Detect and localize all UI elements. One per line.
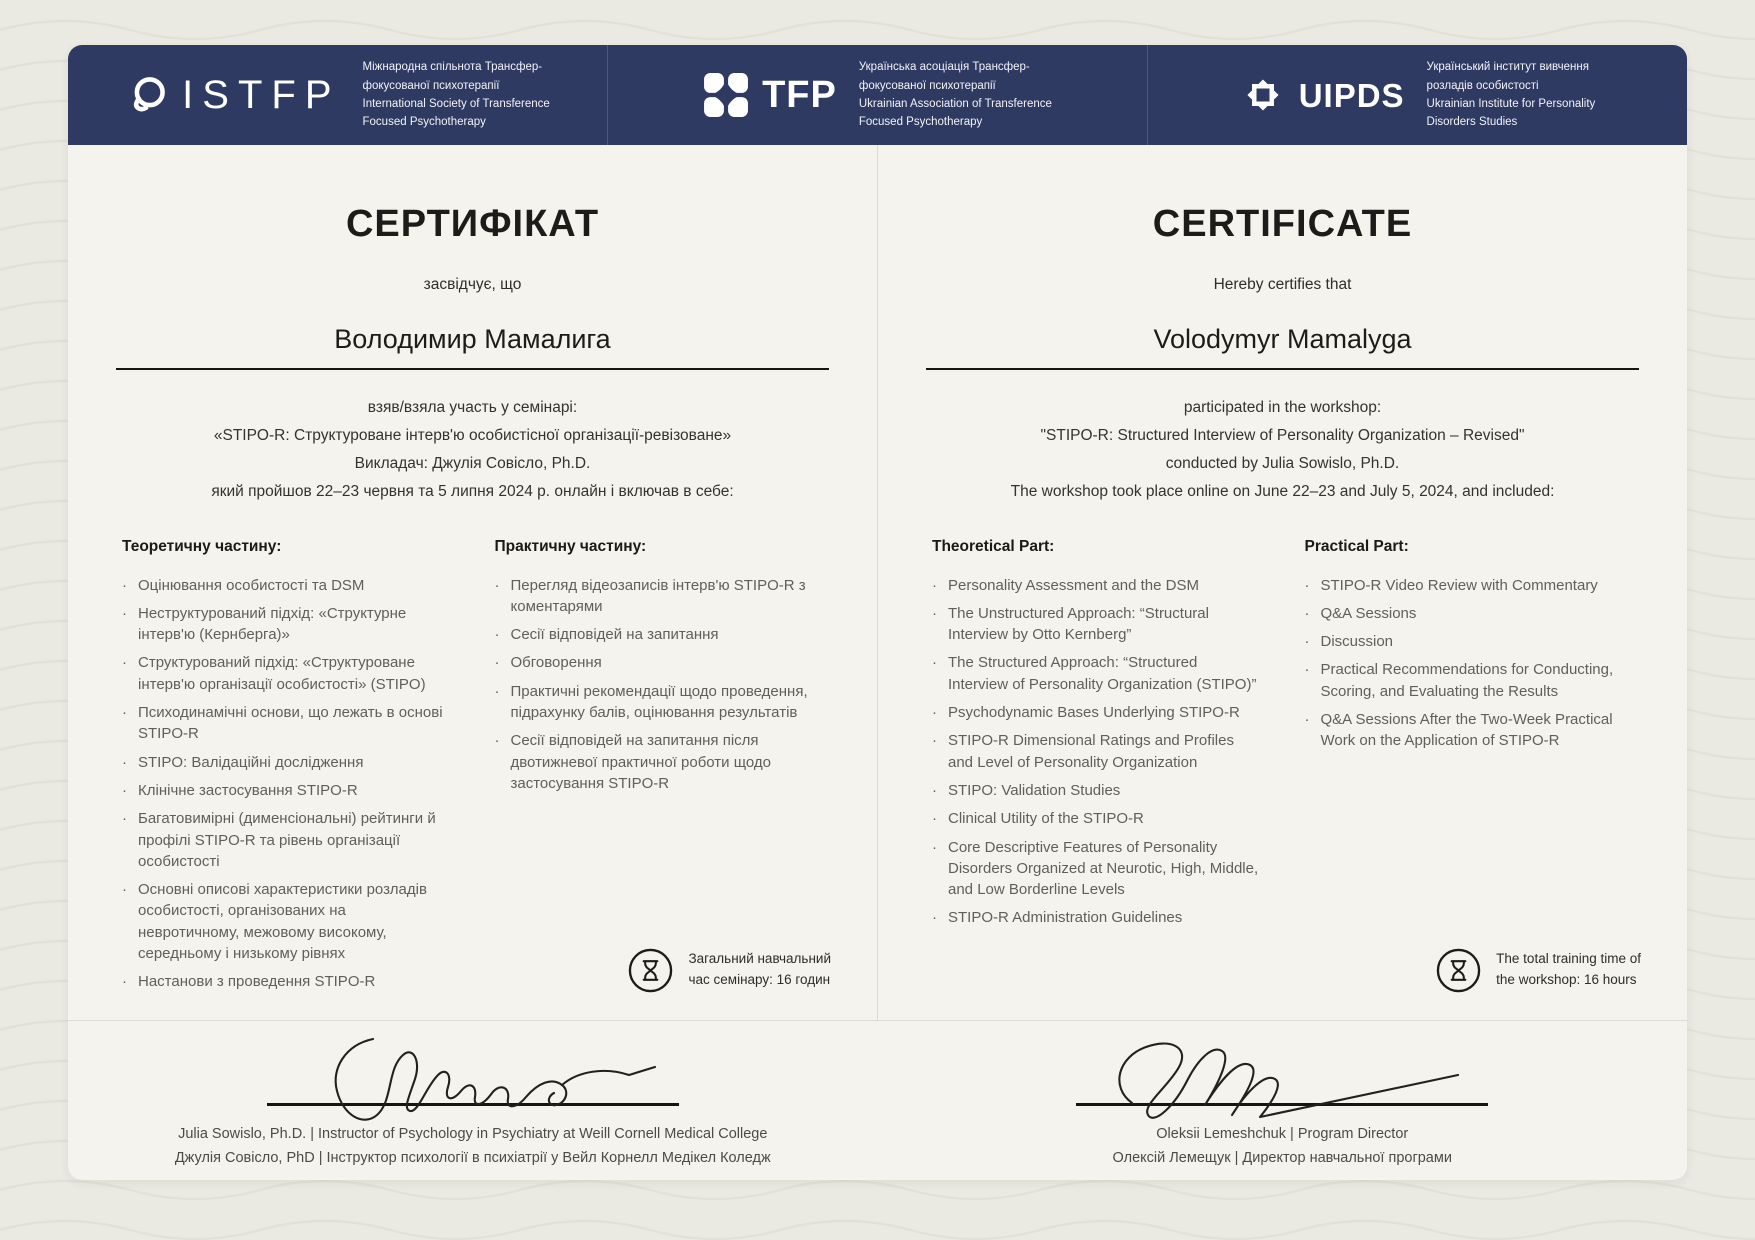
signature-art-right: [1062, 1029, 1502, 1121]
star-pinwheel-icon: [703, 72, 749, 118]
theoretical-section-en: [932, 538, 1261, 936]
starburst-icon: [1240, 72, 1286, 118]
list-item: [932, 730, 1261, 773]
list-item-text: Обговорення: [510, 654, 602, 672]
list-item: [932, 652, 1261, 695]
list-item-text: Сесії відповідей на запитання після двотижневої практичної роботи щодо застосування STIPO-R: [510, 732, 772, 792]
bullet-dot: ·: [122, 881, 127, 899]
certificate-column-uk: [68, 145, 877, 1020]
list-item: [495, 730, 824, 794]
text-line: Ukrainian Association of Transference: [858, 98, 1052, 110]
bullet-dot: ·: [932, 604, 937, 622]
text-line: фокусованої психотерапії: [858, 79, 996, 92]
bullet-dot: ·: [1304, 604, 1310, 622]
bullet-dot: ·: [1304, 711, 1310, 729]
practical-title-uk: Практичну частину:: [494, 537, 647, 555]
text-line: «STIPO-R: Структуроване інтерв'ю особистісної організації-ревізоване»: [213, 426, 732, 444]
list-item: [122, 652, 451, 695]
content-lists-en: [922, 538, 1643, 936]
signature-squiggle: [1062, 1029, 1502, 1121]
istfp-logo: [125, 73, 340, 117]
text-line: International Society of Transference: [362, 98, 550, 110]
list-item-text: Сесії відповідей на запитання: [510, 626, 719, 644]
text-line: "STIPO-R: Structured Interview of Personality Organization – Revised": [1040, 426, 1525, 444]
org-block-tfp: [607, 45, 1147, 145]
list-item: [122, 808, 451, 872]
signature-squiggle: [253, 1029, 693, 1121]
signature-art-left: [253, 1029, 693, 1121]
text-line: The total training time of: [1496, 951, 1641, 967]
istfp-description: [363, 58, 550, 132]
certificate-body: [68, 145, 1687, 1020]
text-line: взяв/взяла участь у семінарі:: [367, 399, 578, 416]
list-item-text: Discussion: [1320, 633, 1394, 651]
list-item: [122, 575, 451, 596]
uipds-description: [1427, 58, 1596, 132]
list-item: [122, 752, 451, 773]
text-line: час семінару: 16 годин: [688, 972, 831, 988]
text-line: фокусованої психотерапії: [362, 79, 500, 92]
list-item: [495, 681, 824, 724]
duration-text-en: [1496, 949, 1641, 991]
list-item-text: Clinical Utility of the STIPO-R: [948, 810, 1144, 828]
intro-paragraph-uk: [112, 394, 833, 506]
text-line: participated in the workshop:: [1183, 399, 1382, 416]
bullet-dot: ·: [1304, 661, 1310, 679]
list-item-text: The Unstructured Approach: “Structural Interview by Otto Kernberg”: [948, 604, 1209, 644]
head-profile-icon: [125, 73, 169, 117]
bullet-dot: ·: [122, 704, 127, 722]
subtitle-en: Hereby certifies that: [1213, 276, 1352, 293]
text-line: Міжнародна спільнота Трансфер-: [362, 61, 543, 74]
intro-paragraph-en: [922, 394, 1643, 506]
recipient-name-uk: Володимир Мамалига: [116, 324, 830, 370]
duration-badge-en: [1435, 947, 1641, 994]
text-line: Олексій Лемещук | Директор навчальної програми: [1112, 1149, 1452, 1166]
list-item: [1305, 631, 1634, 652]
bullet-dot: ·: [122, 753, 127, 771]
subtitle-uk: засвідчує, що: [423, 276, 522, 293]
list-item-text: Структурований підхід: «Структуроване інтерв'ю організації особистості» (STIPO): [138, 654, 426, 693]
bullet-dot: ·: [932, 732, 937, 750]
text-line: Загальний навчальний: [688, 951, 831, 967]
recipient-name-en: Volodymyr Mamalyga: [926, 324, 1640, 370]
tfp-description: [859, 58, 1052, 132]
text-line: який пройшов 22–23 червня та 5 липня 2024 р. онлайн і включав в себе:: [211, 482, 734, 500]
list-item: [1305, 603, 1634, 624]
bullet-dot: ·: [122, 654, 127, 672]
practical-section-uk: [495, 538, 824, 1000]
bullet-dot: ·: [494, 732, 500, 750]
signature-block-right: [878, 1021, 1688, 1180]
org-block-istfp: [68, 45, 607, 145]
signature-block-left: [68, 1021, 878, 1180]
list-item: [932, 575, 1261, 596]
list-item-text: STIPO: Validation Studies: [948, 781, 1121, 799]
list-item-text: Q&A Sessions: [1320, 604, 1417, 622]
list-item-text: STIPO-R Administration Guidelines: [948, 909, 1183, 927]
practical-title-en: Practical Part:: [1304, 537, 1409, 555]
hourglass-icon: [1435, 947, 1482, 994]
list-item-text: Психодинамічні основи, що лежать в основі STIPO-R: [138, 704, 443, 743]
practical-list-en: [1305, 575, 1634, 752]
list-item-text: STIPO-R Dimensional Ratings and Profiles and Level of Personality Organization: [948, 732, 1234, 771]
list-item-text: STIPO-R Video Review with Commentary: [1320, 576, 1598, 594]
text-line: Julia Sowislo, Ph.D. | Instructor of Psychology in Psychiatry at Weill Cornell Medical College: [178, 1125, 768, 1142]
content-lists-uk: [112, 538, 833, 1000]
list-item: [122, 603, 451, 646]
text-line: Українська асоціація Трансфер-: [858, 61, 1030, 74]
bullet-dot: ·: [932, 781, 937, 799]
theoretical-list-uk: [122, 575, 451, 993]
signature-caption-left: [175, 1122, 771, 1171]
bullet-dot: ·: [932, 838, 937, 856]
text-line: Викладач: Джулія Совісло, Ph.D.: [354, 454, 591, 472]
list-item: [932, 837, 1261, 901]
page-title-en: CERTIFICATE: [1152, 203, 1413, 245]
bullet-dot: ·: [122, 604, 127, 622]
bullet-dot: ·: [1304, 633, 1310, 651]
text-line: Український інститут вивчення: [1426, 61, 1589, 74]
list-item-text: Неструктурований підхід: «Структурне інтерв'ю (Кернберга)»: [138, 604, 407, 644]
list-item: [1305, 575, 1634, 596]
practical-section-en: [1305, 538, 1634, 936]
page-title-uk: СЕРТИФІКАТ: [345, 203, 600, 245]
list-item: [1305, 659, 1634, 702]
text-line: the workshop: 16 hours: [1496, 972, 1637, 988]
text-line: Focused Psychotherapy: [858, 116, 983, 129]
list-item-text: Перегляд відеозаписів інтерв'ю STIPO-R з коментарями: [510, 576, 806, 615]
list-item: [932, 907, 1261, 928]
list-item-text: Personality Assessment and the DSM: [948, 576, 1199, 594]
list-item: [122, 780, 451, 801]
theoretical-title-uk: Теоретичну частину:: [122, 537, 282, 555]
text-line: Ukrainian Institute for Personality: [1426, 98, 1596, 110]
list-item: [932, 808, 1261, 829]
istfp-wordmark: ISTFP: [182, 73, 341, 117]
list-item: [1305, 709, 1634, 752]
list-item-text: Основні описові характеристики розладів особистості, організованих на невротичному, межовому високому, середньому і низькому рівнях: [138, 881, 427, 963]
uipds-wordmark: UIPDS: [1298, 76, 1405, 114]
logo-header-bar: [68, 45, 1687, 145]
bullet-dot: ·: [1304, 576, 1310, 594]
bullet-dot: ·: [932, 810, 937, 828]
list-item-text: STIPO: Валідаційні дослідження: [138, 753, 364, 771]
bullet-dot: ·: [122, 810, 127, 828]
list-item: [495, 575, 824, 618]
list-item-text: Оцінювання особистості та DSM: [138, 576, 365, 594]
bullet-dot: ·: [494, 576, 500, 594]
list-item: [122, 702, 451, 745]
text-line: Focused Psychotherapy: [362, 116, 486, 129]
list-item: [495, 652, 824, 673]
bullet-dot: ·: [494, 626, 500, 644]
text-line: Джулія Совісло, PhD | Інструктор психології в психіатрії у Вейл Корнелл Медікел Коледж: [174, 1149, 771, 1166]
bullet-dot: ·: [122, 576, 127, 594]
list-item-text: Клінічне застосування STIPO-R: [138, 781, 358, 799]
duration-text-uk: [688, 949, 831, 991]
practical-list-uk: [495, 575, 824, 795]
list-item: [122, 971, 451, 992]
certificate-card: [68, 45, 1687, 1180]
bullet-dot: ·: [122, 781, 127, 799]
list-item: [495, 624, 824, 645]
tfp-logo: [703, 72, 837, 118]
bullet-dot: ·: [932, 654, 937, 672]
list-item-text: Psychodynamic Bases Underlying STIPO-R: [948, 704, 1240, 722]
signature-caption-right: [1113, 1122, 1452, 1171]
signature-footer: [68, 1020, 1687, 1180]
theoretical-section-uk: [122, 538, 451, 1000]
list-item-text: Core Descriptive Features of Personality Disorders Organized at Neurotic, High, Middle, and Low Borderline Levels: [948, 838, 1259, 899]
text-line: The workshop took place online on June 22–23 and July 5, 2024, and included:: [1010, 482, 1555, 500]
list-item: [932, 780, 1261, 801]
list-item: [932, 603, 1261, 646]
bullet-dot: ·: [932, 576, 937, 594]
bullet-dot: ·: [932, 704, 937, 722]
list-item: [122, 879, 451, 964]
text-line: розладів особистості: [1426, 79, 1539, 92]
bullet-dot: ·: [494, 682, 500, 700]
list-item-text: The Structured Approach: “Structured Interview of Personality Organization (STIPO)”: [948, 654, 1257, 693]
org-block-uipds: [1147, 45, 1687, 145]
list-item-text: Багатовимірні (дименсіональні) рейтинги й профілі STIPO-R та рівень організації особистості: [138, 810, 436, 870]
list-item-text: Q&A Sessions After the Two-Week Practical Work on the Application of STIPO-R: [1320, 711, 1613, 750]
bullet-dot: ·: [932, 909, 937, 927]
uipds-logo: [1240, 72, 1405, 118]
theoretical-list-en: [932, 575, 1261, 929]
tfp-wordmark: TFP: [762, 74, 837, 116]
theoretical-title-en: Theoretical Part:: [932, 537, 1055, 555]
text-line: conducted by Julia Sowislo, Ph.D.: [1165, 454, 1400, 472]
text-line: Oleksii Lemeshchuk | Program Director: [1156, 1125, 1409, 1142]
list-item: [932, 702, 1261, 723]
certificate-column-en: [877, 145, 1687, 1020]
hourglass-icon: [627, 947, 674, 994]
list-item-text: Практичні рекомендації щодо проведення, підрахунку балів, оцінювання результатів: [510, 682, 808, 722]
text-line: Disorders Studies: [1426, 116, 1518, 129]
list-item-text: Practical Recommendations for Conducting, Scoring, and Evaluating the Results: [1320, 661, 1614, 700]
list-item-text: Настанови з проведення STIPO-R: [138, 973, 376, 991]
bullet-dot: ·: [122, 973, 127, 991]
duration-badge-uk: [627, 947, 831, 994]
bullet-dot: ·: [494, 654, 500, 672]
